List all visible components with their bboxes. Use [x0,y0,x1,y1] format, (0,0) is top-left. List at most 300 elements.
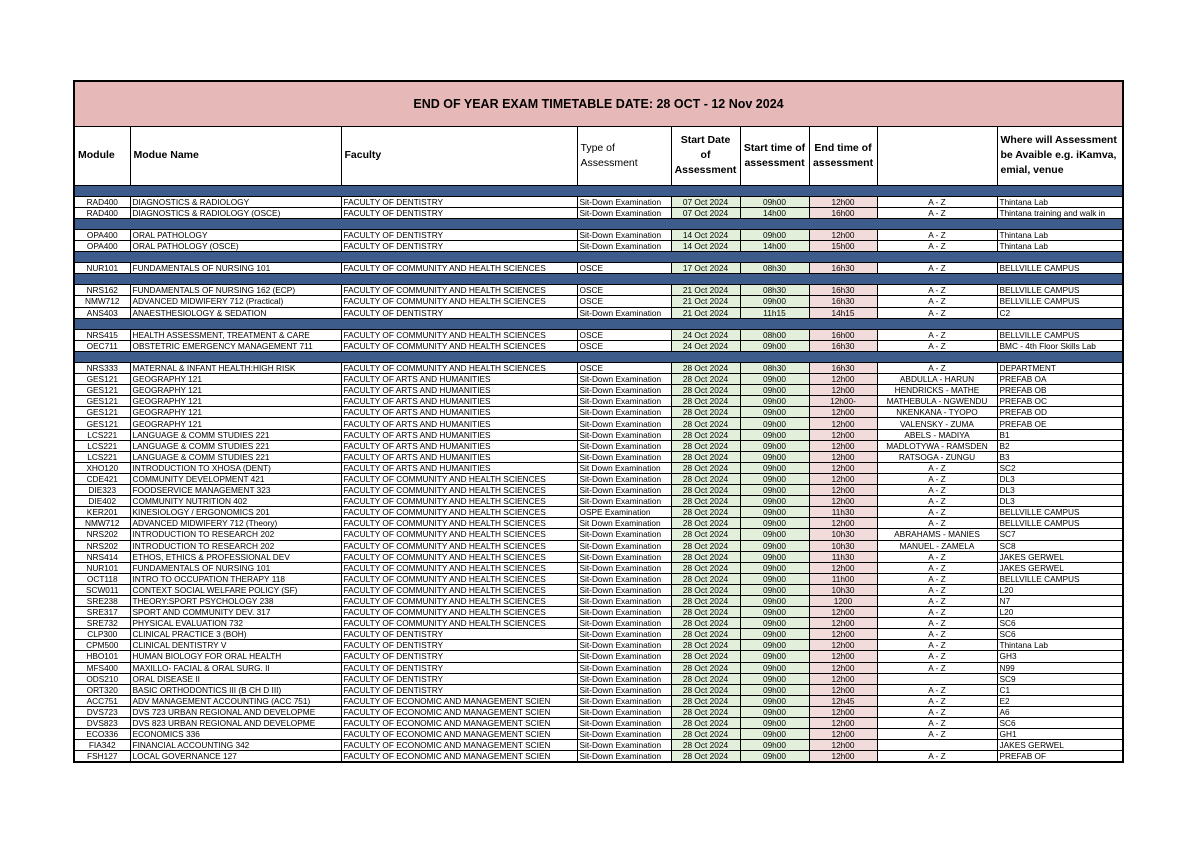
end-time-cell: 12h00 [809,196,877,207]
faculty-cell: FACULTY OF COMMUNITY AND HEALTH SCIENCES [341,551,577,562]
module-name-cell: THEORY:SPORT PSYCHOLOGY 238 [130,595,341,606]
start-time-cell: 09h00 [740,485,809,496]
header-module: Module [74,126,130,185]
faculty-cell: FACULTY OF ARTS AND HUMANITIES [341,374,577,385]
assessment-type-cell: Sit-Down Examination [577,485,671,496]
venue-cell: B3 [997,451,1123,462]
assessment-type-cell: Sit-Down Examination [577,740,671,751]
module-name-cell: GEOGRAPHY 121 [130,374,341,385]
start-time-cell: 09h00 [740,462,809,473]
module-name-cell: HUMAN BIOLOGY FOR ORAL HEALTH [130,651,341,662]
venue-cell: DEPARTMENT [997,363,1123,374]
start-date-cell: 28 Oct 2024 [671,729,740,740]
start-date-cell: 07 Oct 2024 [671,207,740,218]
start-date-cell: 28 Oct 2024 [671,485,740,496]
faculty-cell: FACULTY OF COMMUNITY AND HEALTH SCIENCES [341,263,577,274]
assessment-type-cell: Sit-Down Examination [577,751,671,763]
exam-row [74,407,1123,418]
start-time-cell: 09h00 [740,340,809,351]
assessment-type-cell: Sit-Down Examination [577,618,671,629]
student-group-cell: A - Z [877,207,997,218]
exam-row [74,440,1123,451]
faculty-cell: FACULTY OF ECONOMIC AND MANAGEMENT SCIEN [341,751,577,763]
assessment-type-cell: Sit-Down Examination [577,573,671,584]
exam-row [74,718,1123,729]
module-name-cell: ANAESTHESIOLOGY & SEDATION [130,307,341,318]
student-group-cell: HENDRICKS - MATHE [877,385,997,396]
venue-cell: BELLVILLE CAMPUS [997,329,1123,340]
separator-band [74,351,1123,362]
header-start-date: Start Date of Assessment [671,126,740,185]
start-time-cell: 09h00 [740,573,809,584]
start-date-cell: 07 Oct 2024 [671,196,740,207]
student-group-cell: A - Z [877,751,997,763]
start-time-cell: 09h00 [740,407,809,418]
column-header-row [74,126,1123,185]
timetable-head [74,81,1123,185]
module-code-cell: CPM500 [74,640,130,651]
module-name-cell: GEOGRAPHY 121 [130,385,341,396]
start-date-cell: 28 Oct 2024 [671,451,740,462]
section-separator [74,218,1123,229]
exam-row [74,485,1123,496]
student-group-cell: A - Z [877,618,997,629]
start-date-cell: 28 Oct 2024 [671,551,740,562]
faculty-cell: FACULTY OF DENTISTRY [341,651,577,662]
start-time-cell: 09h00 [740,196,809,207]
exam-row [74,207,1123,218]
module-code-cell: DIE402 [74,496,130,507]
start-date-cell: 28 Oct 2024 [671,573,740,584]
exam-row [74,629,1123,640]
student-group-cell: A - Z [877,595,997,606]
faculty-cell: FACULTY OF DENTISTRY [341,673,577,684]
faculty-cell: FACULTY OF DENTISTRY [341,662,577,673]
exam-row [74,740,1123,751]
module-code-cell: SRE238 [74,595,130,606]
module-name-cell: CLINICAL DENTISTRY V [130,640,341,651]
assessment-type-cell: Sit Down Examination [577,462,671,473]
assessment-type-cell: OSCE [577,363,671,374]
exam-row [74,263,1123,274]
exam-row [74,729,1123,740]
assessment-type-cell: OSCE [577,329,671,340]
exam-row [74,651,1123,662]
end-time-cell: 14h15 [809,307,877,318]
venue-cell: SC7 [997,529,1123,540]
exam-row [74,595,1123,606]
end-time-cell: 12h00 [809,451,877,462]
separator-band [74,218,1123,229]
start-date-cell: 28 Oct 2024 [671,607,740,618]
end-time-cell: 12h00 [809,729,877,740]
module-code-cell: NRS333 [74,363,130,374]
start-time-cell: 09h00 [740,540,809,551]
start-time-cell: 09h00 [740,429,809,440]
separator-band [74,274,1123,285]
end-time-cell: 16h30 [809,340,877,351]
assessment-type-cell: OSCE [577,285,671,296]
start-date-cell: 28 Oct 2024 [671,374,740,385]
start-date-cell: 28 Oct 2024 [671,462,740,473]
student-group-cell: A - Z [877,263,997,274]
exam-row [74,618,1123,629]
faculty-cell: FACULTY OF COMMUNITY AND HEALTH SCIENCES [341,540,577,551]
assessment-type-cell: Sit-Down Examination [577,629,671,640]
faculty-cell: FACULTY OF DENTISTRY [341,240,577,251]
faculty-cell: FACULTY OF DENTISTRY [341,229,577,240]
module-name-cell: COMMUNITY DEVELOPMENT 421 [130,473,341,484]
student-group-cell: MATHEBULA - NGWENDU [877,396,997,407]
start-time-cell: 09h00 [740,418,809,429]
venue-cell: N7 [997,595,1123,606]
header-start-time: Start time of assessment [740,126,809,185]
module-name-cell: GEOGRAPHY 121 [130,418,341,429]
end-time-cell: 11h00 [809,573,877,584]
module-code-cell: DVS823 [74,718,130,729]
exam-row [74,396,1123,407]
start-date-cell: 21 Oct 2024 [671,307,740,318]
module-name-cell: INTRO TO OCCUPATION THERAPY 118 [130,573,341,584]
module-code-cell: RAD400 [74,207,130,218]
start-date-cell: 28 Oct 2024 [671,363,740,374]
end-time-cell: 12h00 [809,562,877,573]
module-code-cell: NRS202 [74,529,130,540]
module-name-cell: DIAGNOSTICS & RADIOLOGY (OSCE) [130,207,341,218]
separator-band [74,252,1123,263]
student-group-cell: A - Z [877,706,997,717]
module-name-cell: PHYSICAL EVALUATION 732 [130,618,341,629]
module-code-cell: ORT320 [74,684,130,695]
assessment-type-cell: Sit-Down Examination [577,374,671,385]
student-group-cell: A - Z [877,584,997,595]
title-row [74,81,1123,126]
venue-cell: GH1 [997,729,1123,740]
student-group-cell: A - Z [877,518,997,529]
end-time-cell: 12h00 [809,651,877,662]
end-time-cell: 16h30 [809,296,877,307]
start-time-cell: 09h00 [740,595,809,606]
end-time-cell: 11h30 [809,507,877,518]
assessment-type-cell: Sit-Down Examination [577,418,671,429]
venue-cell: Thintana Lab [997,240,1123,251]
assessment-type-cell: Sit-Down Examination [577,473,671,484]
end-time-cell: 16h30 [809,263,877,274]
assessment-type-cell: OSCE [577,263,671,274]
module-name-cell: DIAGNOSTICS & RADIOLOGY [130,196,341,207]
faculty-cell: FACULTY OF DENTISTRY [341,629,577,640]
faculty-cell: FACULTY OF ECONOMIC AND MANAGEMENT SCIEN [341,740,577,751]
header-end-time: End time of assessment [809,126,877,185]
exam-row [74,418,1123,429]
section-separator [74,252,1123,263]
student-group-cell: ABDULLA - HARUN [877,374,997,385]
module-name-cell: COMMUNITY NUTRITION 402 [130,496,341,507]
faculty-cell: FACULTY OF DENTISTRY [341,640,577,651]
student-group-cell: A - Z [877,296,997,307]
faculty-cell: FACULTY OF COMMUNITY AND HEALTH SCIENCES [341,340,577,351]
faculty-cell: FACULTY OF COMMUNITY AND HEALTH SCIENCES [341,607,577,618]
start-time-cell: 08h00 [740,329,809,340]
start-date-cell: 24 Oct 2024 [671,329,740,340]
exam-row [74,751,1123,763]
exam-row [74,607,1123,618]
end-time-cell: 12h00 [809,518,877,529]
exam-row [74,329,1123,340]
start-date-cell: 28 Oct 2024 [671,673,740,684]
start-time-cell: 09h00 [740,718,809,729]
end-time-cell: 12h00- [809,396,877,407]
exam-row [74,695,1123,706]
module-code-cell: XHO120 [74,462,130,473]
module-code-cell: NUR101 [74,263,130,274]
start-time-cell: 09h00 [740,529,809,540]
start-time-cell: 09h00 [740,440,809,451]
module-name-cell: GEOGRAPHY 121 [130,407,341,418]
module-name-cell: FUNDAMENTALS OF NURSING 101 [130,562,341,573]
module-name-cell: MATERNAL & INFANT HEALTH:HIGH RISK [130,363,341,374]
start-date-cell: 28 Oct 2024 [671,396,740,407]
venue-cell: Thintana Lab [997,640,1123,651]
student-group-cell: A - Z [877,363,997,374]
module-name-cell: ECONOMICS 336 [130,729,341,740]
module-name-cell: INTRODUCTION TO RESEARCH 202 [130,529,341,540]
assessment-type-cell: Sit-Down Examination [577,451,671,462]
module-name-cell: DVS 723 URBAN REGIONAL AND DEVELOPME [130,706,341,717]
end-time-cell: 12h00 [809,718,877,729]
end-time-cell: 12h00 [809,418,877,429]
end-time-cell: 12h00 [809,629,877,640]
exam-row [74,562,1123,573]
assessment-type-cell: Sit-Down Examination [577,429,671,440]
module-code-cell: KER201 [74,507,130,518]
faculty-cell: FACULTY OF ARTS AND HUMANITIES [341,451,577,462]
end-time-cell: 16h30 [809,285,877,296]
start-time-cell: 09h00 [740,584,809,595]
venue-cell: PREFAB OD [997,407,1123,418]
end-time-cell: 12h00 [809,640,877,651]
module-name-cell: DVS 823 URBAN REGIONAL AND DEVELOPME [130,718,341,729]
module-code-cell: LCS221 [74,451,130,462]
exam-row [74,340,1123,351]
start-time-cell: 09h00 [740,229,809,240]
assessment-type-cell: Sit-Down Examination [577,540,671,551]
module-code-cell: CLP300 [74,629,130,640]
venue-cell: L20 [997,584,1123,595]
module-code-cell: ODS210 [74,673,130,684]
start-date-cell: 28 Oct 2024 [671,518,740,529]
separator-band [74,318,1123,329]
end-time-cell: 12h00 [809,607,877,618]
end-time-cell: 12h00 [809,662,877,673]
end-time-cell: 12h45 [809,695,877,706]
student-group-cell: A - Z [877,629,997,640]
faculty-cell: FACULTY OF COMMUNITY AND HEALTH SCIENCES [341,485,577,496]
faculty-cell: FACULTY OF COMMUNITY AND HEALTH SCIENCES [341,529,577,540]
start-date-cell: 28 Oct 2024 [671,629,740,640]
assessment-type-cell: Sit-Down Examination [577,385,671,396]
end-time-cell: 12h00 [809,673,877,684]
end-time-cell: 12h00 [809,485,877,496]
start-date-cell: 28 Oct 2024 [671,407,740,418]
module-name-cell: MAXILLO- FACIAL & ORAL SURG. II [130,662,341,673]
venue-cell: Thintana training and walk in [997,207,1123,218]
start-date-cell: 28 Oct 2024 [671,751,740,763]
module-name-cell: LANGUAGE & COMM STUDIES 221 [130,440,341,451]
module-name-cell: FUNDAMENTALS OF NURSING 101 [130,263,341,274]
assessment-type-cell: OSCE [577,296,671,307]
start-time-cell: 09h00 [740,396,809,407]
module-name-cell: INTRODUCTION TO RESEARCH 202 [130,540,341,551]
start-date-cell: 28 Oct 2024 [671,429,740,440]
faculty-cell: FACULTY OF COMMUNITY AND HEALTH SCIENCES [341,518,577,529]
exam-row [74,374,1123,385]
start-time-cell: 09h00 [740,496,809,507]
module-code-cell: NMW712 [74,296,130,307]
module-code-cell: OPA400 [74,240,130,251]
venue-cell: PREFAB OE [997,418,1123,429]
student-group-cell [877,673,997,684]
exam-row [74,285,1123,296]
module-code-cell: GES121 [74,374,130,385]
end-time-cell: 11h30 [809,551,877,562]
student-group-cell: ABRAHAMS - MANIES [877,529,997,540]
module-name-cell: ADVANCED MIDWIFERY 712 (Practical) [130,296,341,307]
exam-row [74,551,1123,562]
venue-cell: C1 [997,684,1123,695]
student-group-cell: A - Z [877,340,997,351]
start-time-cell: 09h00 [740,706,809,717]
timetable-title: END OF YEAR EXAM TIMETABLE DATE: 28 OCT - 12 Nov 2024 [74,81,1123,126]
end-time-cell: 12h00 [809,385,877,396]
student-group-cell: A - Z [877,551,997,562]
student-group-cell: A - Z [877,573,997,584]
start-date-cell: 28 Oct 2024 [671,529,740,540]
student-group-cell: A - Z [877,562,997,573]
start-time-cell: 08h30 [740,263,809,274]
module-code-cell: NMW712 [74,518,130,529]
venue-cell: C2 [997,307,1123,318]
start-time-cell: 11h15 [740,307,809,318]
start-date-cell: 28 Oct 2024 [671,718,740,729]
start-time-cell: 09h00 [740,640,809,651]
start-time-cell: 09h00 [740,374,809,385]
student-group-cell: A - Z [877,462,997,473]
venue-cell: PREFAB OA [997,374,1123,385]
student-group-cell: A - Z [877,695,997,706]
start-date-cell: 17 Oct 2024 [671,263,740,274]
faculty-cell: FACULTY OF COMMUNITY AND HEALTH SCIENCES [341,584,577,595]
assessment-type-cell: Sit-Down Examination [577,396,671,407]
venue-cell: BELLVILLE CAMPUS [997,296,1123,307]
module-name-cell: CLINICAL PRACTICE 3 (BOH) [130,629,341,640]
module-code-cell: ANS403 [74,307,130,318]
start-time-cell: 09h00 [740,695,809,706]
faculty-cell: FACULTY OF COMMUNITY AND HEALTH SCIENCES [341,595,577,606]
exam-row [74,529,1123,540]
start-date-cell: 28 Oct 2024 [671,706,740,717]
faculty-cell: FACULTY OF ECONOMIC AND MANAGEMENT SCIEN [341,729,577,740]
start-date-cell: 21 Oct 2024 [671,285,740,296]
student-group-cell: A - Z [877,307,997,318]
module-code-cell: OEC711 [74,340,130,351]
assessment-type-cell: Sit-Down Examination [577,529,671,540]
module-name-cell: FINANCIAL ACCOUNTING 342 [130,740,341,751]
end-time-cell: 10h30 [809,584,877,595]
start-date-cell: 28 Oct 2024 [671,740,740,751]
faculty-cell: FACULTY OF COMMUNITY AND HEALTH SCIENCES [341,496,577,507]
end-time-cell: 12h00 [809,706,877,717]
faculty-cell: FACULTY OF DENTISTRY [341,684,577,695]
end-time-cell: 16h00 [809,329,877,340]
end-time-cell: 15h00 [809,240,877,251]
assessment-type-cell: Sit-Down Examination [577,584,671,595]
section-separator [74,351,1123,362]
timetable-body [74,185,1123,762]
start-date-cell: 28 Oct 2024 [671,695,740,706]
module-code-cell: NRS415 [74,329,130,340]
header-assessment-type: Type of Assessment [577,126,671,185]
start-date-cell: 28 Oct 2024 [671,651,740,662]
start-date-cell: 28 Oct 2024 [671,562,740,573]
start-time-cell: 09h00 [740,618,809,629]
venue-cell: JAKES GERWEL [997,740,1123,751]
faculty-cell: FACULTY OF ARTS AND HUMANITIES [341,418,577,429]
module-name-cell: ADV MANAGEMENT ACCOUNTING (ACC 751) [130,695,341,706]
exam-row [74,385,1123,396]
student-group-cell: VALENSKY - ZUMA [877,418,997,429]
venue-cell: GH3 [997,651,1123,662]
end-time-cell: 12h00 [809,684,877,695]
start-date-cell: 28 Oct 2024 [671,584,740,595]
start-time-cell: 08h30 [740,285,809,296]
venue-cell: PREFAB OF [997,751,1123,763]
module-code-cell: OCT118 [74,573,130,584]
module-code-cell: OPA400 [74,229,130,240]
module-code-cell: MFS400 [74,662,130,673]
end-time-cell: 16h00 [809,207,877,218]
module-name-cell: CONTEXT SOCIAL WELFARE POLICY (SF) [130,584,341,595]
venue-cell: JAKES GERWEL [997,562,1123,573]
faculty-cell: FACULTY OF ECONOMIC AND MANAGEMENT SCIEN [341,718,577,729]
assessment-type-cell: Sit-Down Examination [577,307,671,318]
end-time-cell: 12h00 [809,740,877,751]
student-group-cell: A - Z [877,285,997,296]
venue-cell: JAKES GERWEL [997,551,1123,562]
assessment-type-cell: Sit-Down Examination [577,440,671,451]
assessment-type-cell: Sit-Down Examination [577,207,671,218]
student-group-cell: A - Z [877,651,997,662]
end-time-cell: 10h30 [809,529,877,540]
exam-row [74,473,1123,484]
venue-cell: PREFAB OB [997,385,1123,396]
module-code-cell: FIA342 [74,740,130,751]
start-time-cell: 14h00 [740,240,809,251]
start-date-cell: 28 Oct 2024 [671,440,740,451]
venue-cell: Thintana Lab [997,229,1123,240]
assessment-type-cell: Sit-Down Examination [577,662,671,673]
start-date-cell: 21 Oct 2024 [671,296,740,307]
start-time-cell: 09h00 [740,673,809,684]
module-code-cell: GES121 [74,418,130,429]
faculty-cell: FACULTY OF ARTS AND HUMANITIES [341,440,577,451]
exam-row [74,640,1123,651]
header-faculty: Faculty [341,126,577,185]
assessment-type-cell: OSCE [577,340,671,351]
start-date-cell: 28 Oct 2024 [671,540,740,551]
venue-cell: DL3 [997,485,1123,496]
start-date-cell: 28 Oct 2024 [671,418,740,429]
